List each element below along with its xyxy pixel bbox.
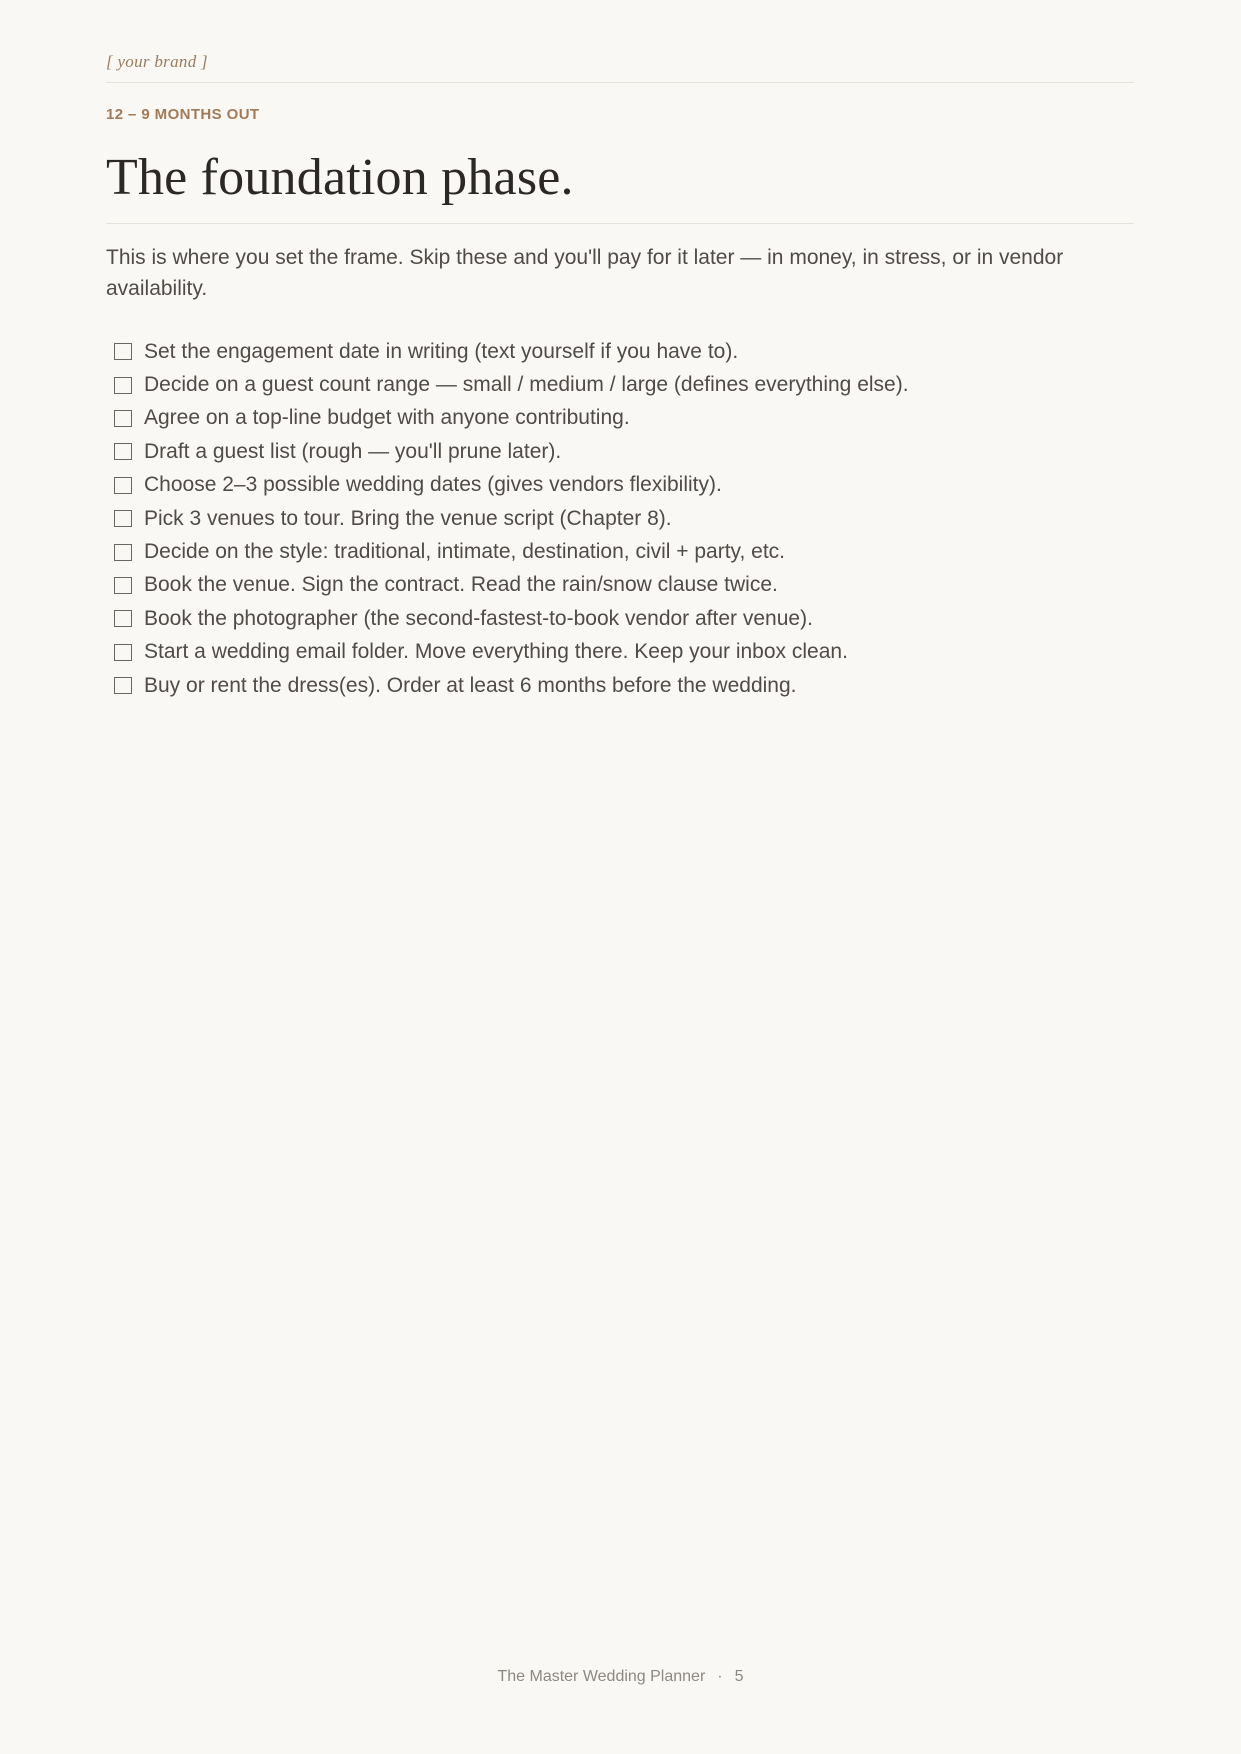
planner-page [106,0,1134,1754]
checkbox[interactable] [114,610,132,627]
checklist-item[interactable] [114,669,1124,702]
page-footer [0,1668,1241,1686]
header-divider [106,82,1134,83]
checklist-item[interactable] [114,402,1124,435]
checklist-item[interactable] [114,469,1124,502]
checklist-item[interactable] [114,435,1124,468]
checklist-item[interactable] [114,502,1124,535]
checklist-item-text: Book the photographer (the second-fastest-to-book vendor after venue). [144,606,813,630]
checklist-item-text: Choose 2–3 possible wedding dates (gives vendors flexibility). [144,473,722,497]
page-title: The foundation phase. [106,149,574,206]
checkbox[interactable] [114,544,132,561]
checkbox[interactable] [114,577,132,594]
checklist-item[interactable] [114,636,1124,669]
page-number: 5 [734,1668,744,1685]
checkbox[interactable] [114,410,132,427]
checkbox[interactable] [114,343,132,360]
checkbox[interactable] [114,443,132,460]
phase-label: 12 – 9 MONTHS OUT [106,106,260,123]
checkbox[interactable] [114,510,132,527]
checklist-item-text: Decide on the style: traditional, intimate, destination, civil + party, etc. [144,540,786,564]
checklist-item[interactable] [114,368,1124,401]
checklist-item[interactable] [114,335,1124,368]
checklist-item-text: Agree on a top-line budget with anyone contributing. [144,406,630,430]
checklist-item-text: Buy or rent the dress(es). Order at least 6 months before the wedding. [144,673,797,697]
checklist-item-text: Start a wedding email folder. Move everything there. Keep your inbox clean. [144,640,848,664]
checklist-item-text: Decide on a guest count range — small / medium / large (defines everything else). [144,373,909,397]
checklist-item-text: Pick 3 venues to tour. Bring the venue script (Chapter 8). [144,506,672,530]
checklist-item[interactable] [114,602,1124,635]
intro-paragraph: This is where you set the frame. Skip these and you'll pay for it later — in money, in stress, or in vendor availability. [106,246,1064,300]
checkbox[interactable] [114,677,132,694]
footer-book-title: The Master Wedding Planner [497,1668,706,1685]
brand-placeholder: [ your brand ] [106,52,208,71]
checkbox[interactable] [114,644,132,661]
checklist-item-text: Draft a guest list (rough — you'll prune later). [144,439,562,463]
checkbox[interactable] [114,377,132,394]
footer-separator: · [717,1668,723,1685]
checklist-item-text: Set the engagement date in writing (text yourself if you have to). [144,339,739,363]
checklist-item[interactable] [114,569,1124,602]
title-divider [106,223,1134,224]
task-checklist [114,335,1124,702]
checklist-item-text: Book the venue. Sign the contract. Read the rain/snow clause twice. [144,573,778,597]
checkbox[interactable] [114,477,132,494]
checklist-item[interactable] [114,535,1124,568]
